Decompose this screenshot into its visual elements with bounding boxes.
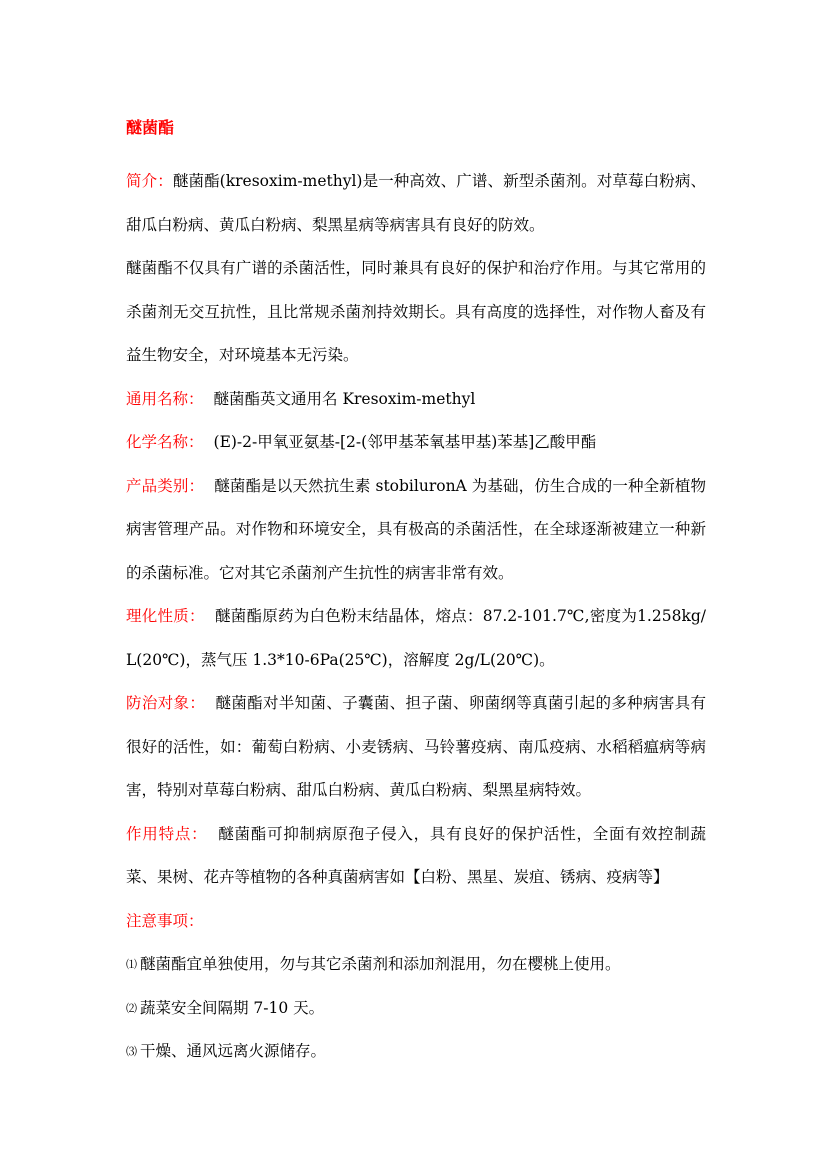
note-item-1 [126, 943, 706, 987]
features-label: 作用特点： [126, 824, 208, 843]
features-paragraph [126, 813, 706, 900]
note-number: ⑵ [126, 1001, 137, 1015]
document-title: 醚菌酯 [126, 118, 175, 137]
targets-paragraph [126, 682, 706, 813]
properties-label: 理化性质： [126, 607, 205, 625]
category-paragraph [126, 465, 706, 596]
note-text: 醚菌酯宜单独使用，勿与其它杀菌剂和添加剂混用，勿在樱桃上使用。 [140, 955, 621, 973]
intro-label: 简介： [126, 172, 173, 190]
chemical-name-label: 化学名称： [126, 433, 204, 451]
properties-text: 醚菌酯原药为白色粉末结晶体，熔点：87.2-101.7℃,密度为1.258kg/L(20℃)，蒸气压 1.3*10-6Pa(25℃)，溶解度 2g/L(20℃)。 [126, 607, 706, 669]
properties-paragraph [126, 595, 706, 682]
category-label: 产品类别： [126, 476, 205, 495]
note-text: 蔬菜安全间隔期 7-10 天。 [140, 998, 325, 1017]
chemical-name-paragraph [126, 421, 706, 465]
notes-label: 注意事项： [126, 911, 204, 930]
common-name-paragraph [126, 378, 706, 422]
common-name-text: 醚菌酯英文通用名 Kresoxim-methyl [213, 389, 476, 408]
note-number: ⑴ [126, 958, 137, 971]
note-text: 干燥、通风远离火源储存。 [140, 1042, 327, 1060]
targets-label: 防治对象： [126, 694, 206, 712]
note-item-3 [126, 1030, 706, 1074]
targets-text: 醚菌酯对半知菌、子囊菌、担子菌、卵菌纲等真菌引起的多种病害具有很好的活性，如：葡萄白粉病、小麦锈病、马铃薯疫病、南瓜疫病、水稻稻瘟病等病害，特别对草莓白粉病、甜瓜白粉病、黄瓜白粉病、梨黑星病特效。 [126, 694, 706, 799]
features-text: 醚菌酯可抑制病原孢子侵入，具有良好的保护活性，全面有效控制蔬菜、果树、花卉等植物的各种真菌病害如【白粉、黑星、炭疽、锈病、疫病等】 [126, 824, 706, 886]
chemical-name-text: (E)-2-甲氧亚氨基-[2-(邻甲基苯氧基甲基)苯基]乙酸甲酯 [213, 433, 597, 451]
note-number: ⑶ [126, 1045, 137, 1058]
document-page [126, 115, 706, 1074]
intro-text: 醚菌酯(kresoxim-methyl)是一种高效、广谱、新型杀菌剂。对草莓白粉病、甜瓜白粉病、黄瓜白粉病、梨黑星病等病害具有良好的防效。 [126, 172, 706, 234]
category-text: 醚菌酯是以天然抗生素 stobiluronA 为基础，仿生合成的一种全新植物病害管理产品。对作物和环境安全，具有极高的杀菌活性，在全球逐渐被建立一种新的杀菌标准。它对其它杀菌剂产生抗性的病害非常有效。 [126, 476, 706, 582]
intro-paragraph [126, 160, 706, 247]
intro-paragraph-2: 醚菌酯不仅具有广谱的杀菌活性，同时兼具有良好的保护和治疗作用。与其它常用的杀菌剂无交互抗性，且比常规杀菌剂持效期长。具有高度的选择性，对作物人畜及有益生物安全，对环境基本无污染。 [126, 259, 706, 364]
common-name-label: 通用名称： [126, 389, 204, 408]
note-item-2 [126, 987, 706, 1031]
